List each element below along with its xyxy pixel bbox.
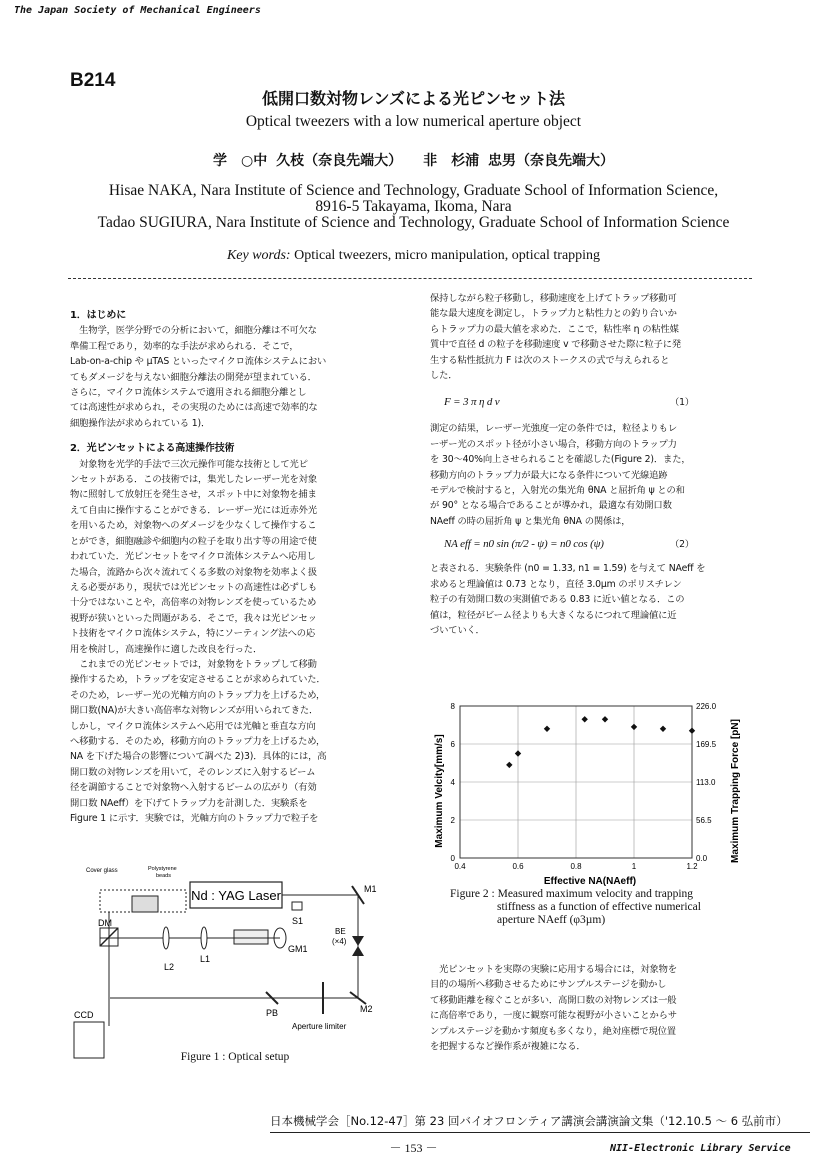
data-point (689, 728, 695, 734)
right-column-bottom (430, 962, 760, 1054)
keywords-text: Optical tweezers, micro manipulation, optical trapping (294, 248, 601, 263)
text-line: 生物学，医学分野での分析において，細胞分離は不可欠な (70, 325, 317, 337)
be-label: (×4) (332, 937, 347, 946)
lens-assembly (234, 930, 268, 944)
text-line: NAeff の時の屈折角 ψ と集光角 θNA の関係は， (430, 515, 631, 527)
y-tick-label: 8 (450, 702, 455, 711)
text-line: 能な最大速度を測定し，トラップ力と粘性力との釣り合いか (430, 308, 677, 320)
text-line: た場合，流路から次々流れてくる多数の対象物を効率よく扱 (70, 566, 317, 578)
text-line: づいていく． (430, 624, 485, 636)
keywords-label: Key words: (226, 248, 291, 263)
data-point (515, 750, 521, 756)
y-tick-label: 2 (450, 816, 455, 825)
text-line: 光ピンセットを実際の実験に応用する場合には，対象物を (430, 964, 677, 975)
data-point (544, 726, 550, 732)
text-line: 求めると理論値は 0.73 となり，直径 3.0µm のポリスチレン (430, 578, 682, 590)
chart-axes (451, 702, 717, 871)
text-line: ト技術をマイクロ流体システム，特にソーティング法への応 (70, 628, 316, 640)
text-line: 移動方向のトラップ力が最大になる条件について光線追跡 (430, 469, 668, 481)
s1-label: S1 (292, 916, 304, 926)
text-line: を 30～40%向上させられることを確認した(Figure 2)．また， (430, 454, 691, 466)
cover-glass-label: Cover glass (86, 868, 118, 874)
text-line: て移動距離を稼ぐことが多い．高開口数の対物レンズは一般 (430, 994, 677, 1006)
text-line: 対象物を光学的手法で三次元操作可能な技術として光ピ (70, 458, 308, 470)
l1-label: L1 (200, 954, 211, 964)
lens-l2 (163, 927, 169, 949)
right-column (430, 291, 760, 638)
text-line: える必要があり，現状では光ピンセットの高速性は必ずしも (70, 581, 317, 593)
l2-label: L2 (164, 962, 175, 972)
y-axis-label: Maximum Velcity[mm/s] (434, 734, 445, 848)
title-english: Optical tweezers with a low numerical aperture object (245, 113, 582, 130)
text-line: Lab-on-a-chip や µTAS といったマイクロ流体システムにおい (70, 356, 327, 368)
x-tick-label: 1.2 (686, 862, 698, 871)
text-line: とができ，細胞融診や細胞内の粒子を取り出す等の用途で使 (70, 535, 317, 547)
text-line: 測定の結果，レーザー光強度一定の条件では，粒径よりもレ (430, 423, 677, 435)
caption-line: stiffness as a function of effective numerical (497, 901, 701, 913)
text-line: 開口数 NAeff）を下げてトラップ力を計測した．実験系を (70, 797, 308, 809)
text-line: 粒子の有効開口数の実測値である 0.83 に近い値となる．この (430, 594, 685, 606)
equation-text: F = 3 π η d v (444, 396, 500, 409)
text-line: へ移動する．そのため，移動方向のトラップ力を上げるため， (70, 735, 326, 747)
text-line: に高倍率であり，一度に観察可能な視野が小さいことからサ (430, 1010, 677, 1022)
affiliation-line: Tadao SUGIURA, Nara Institute of Science and Technology, Graduate School of Information Science (97, 214, 730, 231)
data-point (631, 724, 637, 730)
paragraph-results (430, 421, 760, 529)
figure1-caption: Figure 1 : Optical setup (180, 1051, 290, 1063)
equation-1 (430, 383, 760, 421)
text-line: 十分ではないことや，高倍率の対物レンズを使っているため (70, 597, 317, 609)
text-line: 目的の場所へ移動させるためにサンプルステージを動かし (430, 979, 667, 991)
y-tick-label: 0 (450, 854, 455, 863)
text-line: 値は，粒径がビーム径よりも大きくなるにつれて理論値に近 (430, 609, 677, 621)
text-line: を用いるため，対象物へのダメージを少なくして操作するこ (70, 520, 317, 532)
y2-tick-label: 169.5 (696, 740, 717, 749)
text-line: 径を調節することで対象物へ入射するビームの広がり（有効 (70, 782, 317, 794)
affiliations (60, 183, 767, 231)
caption-line: aperture NAeff (φ3µm) (497, 914, 606, 926)
ccd-label: CCD (74, 1010, 94, 1020)
affiliation-line: 8916-5 Takayama, Ikoma, Nara (315, 198, 512, 215)
caption-line: Figure 2 : Measured maximum velocity and trapping (450, 888, 694, 900)
text-line: 視野が狭いといった問題がある．そこで，我々は光ピンセッ (70, 612, 317, 624)
chart-points (506, 716, 695, 768)
text-line: ンプルステージを動かす頻度も多くなり，絶対座標で現位置 (430, 1025, 676, 1037)
beads-label: beads (156, 873, 171, 879)
text-line: ーザー光のスポット径が小さい場合，移動方向のトラップ力 (430, 438, 677, 450)
figure2-caption (450, 888, 770, 927)
text-line: 開口数(NA)が大きい高倍率な対物レンズが用いられてきた． (70, 705, 319, 717)
x-axis-label: Effective NA(NAeff) (543, 876, 637, 886)
x-tick-label: 0.6 (512, 862, 524, 871)
paragraph-intro (70, 323, 400, 431)
text-line: 操作するため，トラップを安定させることが求められていた． (70, 674, 326, 686)
dm-label: DM (98, 918, 112, 928)
section-heading: 2．光ピンセットによる高速操作技術 (70, 443, 235, 455)
paragraph-stokes (430, 291, 760, 383)
equation-number: （2） (670, 539, 695, 551)
x-tick-label: 0.4 (454, 862, 466, 871)
y-tick-label: 6 (450, 740, 455, 749)
text-line: ンセットがある．この技術では，集光したレーザー光を対象 (70, 474, 317, 486)
section-heading: 1．はじめに (70, 310, 127, 321)
paper-code: B214 (70, 70, 116, 91)
data-point (582, 716, 588, 722)
equation-2 (430, 529, 760, 561)
footer-rule (270, 1132, 810, 1133)
equation-text: NA eff = n0 sin (π/2 - ψ) = n0 cos (ψ) (444, 538, 604, 551)
society-header: The Japan Society of Mechanical Engineers (14, 5, 261, 16)
y2-tick-label: 113.0 (696, 778, 716, 787)
data-point (660, 726, 666, 732)
paragraph-method (70, 457, 400, 827)
x-tick-label: 0.8 (570, 862, 582, 871)
m1-label: M1 (364, 884, 377, 894)
text-line: 生する粘性抵抗力 F は次のストークスの式で与えられると (430, 354, 670, 366)
optical-setup-figure (70, 866, 400, 1066)
be-label: BE (335, 927, 346, 936)
laser-label: Nd : YAG Laser (191, 888, 281, 903)
text-line: さらに，マイクロ流体システムで適用される細胞分離とし (70, 387, 307, 399)
text-line: われていた．光ピンセットをマイクロ流体システムへ応用し (70, 551, 316, 563)
text-line: 開口数の対物レンズを用いて，そのレンズに入射するビーム (70, 766, 316, 778)
text-line: しかし，マイクロ流体システムへ応用では光軸と垂直な方向 (70, 720, 316, 732)
x-tick-label: 1 (631, 862, 637, 871)
text-line: した． (430, 370, 458, 382)
y2-axis-label: Maximum Trapping Force [pN] (730, 719, 741, 863)
text-line: NA を下げた場合の影響について調べた 2)3)．具体的には，高 (70, 751, 327, 763)
text-line: らトラップ力の最大値を求めた．ここで，粘性率 η の粘性媒 (430, 323, 679, 335)
y2-tick-label: 0.0 (696, 854, 708, 863)
beam-expander (352, 946, 364, 956)
text-line: 保持しながら粒子移動し，移動速度を上げてトラップ移動可 (430, 293, 677, 304)
text-line: 細胞操作法が求められている 1)． (70, 417, 211, 429)
equation-number: （1） (670, 397, 695, 409)
m2-label: M2 (360, 1004, 373, 1014)
velocity-trapping-chart (430, 696, 750, 886)
text-line: てもダメージを与えない細胞分離法の開発が望まれている． (70, 371, 317, 383)
text-line: 準備工程であり，効率的な手法が求められる．そこで， (70, 340, 299, 352)
objective-lens (132, 896, 158, 912)
text-line: ては高速性が求められ，その実現のためには高速で効率的な (70, 402, 318, 414)
gm1-label: GM1 (288, 944, 308, 954)
authors-japanese: 学 ○中 久枝（奈良先端大） 非 杉浦 忠男（奈良先端大） (213, 153, 614, 169)
shutter-s1 (292, 902, 302, 910)
keywords (0, 248, 827, 264)
chart-grid (460, 706, 692, 858)
beam-expander (352, 936, 364, 946)
affiliation-line: Hisae NAKA, Nara Institute of Science and Technology, Graduate School of Information Science, (108, 182, 719, 199)
data-point (506, 762, 512, 768)
text-line: 物に照射して放射圧を発生させ，スポット中に対象物を捕ま (70, 489, 317, 501)
text-line: と表される．実験条件 (n0 = 1.33, n1 = 1.59) を与えて NAeff を (430, 563, 706, 575)
text-line: Figure 1 に示す．実験では，光軸方向のトラップ力で粒子を (70, 813, 319, 824)
text-line: を把握するなど操作系が複雑になる． (430, 1041, 586, 1053)
text-line: 用を検討し，高速操作に適した改良を行った． (70, 643, 263, 655)
text-line: モデルで検討すると，入射光の集光角 θNA と屈折角 ψ との和 (430, 485, 685, 497)
text-line: 質中で直径 d の粒子を移動速度 v で移動させた際に粒子に発 (430, 339, 681, 351)
lens-l1 (201, 927, 207, 949)
paragraph-application (430, 962, 760, 1054)
proceedings-footer: 日本機械学会［No.12-47］第 23 回バイオフロンティア講演会講演論文集（'12.10.5 ～ 6 弘前市） (270, 1114, 788, 1128)
paragraph-theory (430, 561, 760, 638)
text-line: これまでの光ピンセットでは，対象物をトラップして移動 (70, 658, 317, 670)
title-japanese: 低開口数対物レンズによる光ピンセット法 (261, 89, 566, 108)
text-line: えて自由に操作することができる．レーザー光には近赤外光 (70, 504, 317, 516)
separator-line (68, 278, 752, 279)
data-point (602, 716, 608, 722)
beads-label: Polystyrene (148, 866, 177, 872)
y-tick-label: 4 (450, 778, 455, 787)
page-number: － 153 － (389, 1141, 438, 1155)
pb-label: PB (266, 1008, 279, 1018)
text-line: が 90° となる場合であることが導かれ，最適な有効開口数 (430, 500, 672, 512)
text-line: そのため，レーザー光の光軸方向のトラップ力を上げるため， (70, 689, 326, 701)
y2-tick-label: 56.5 (696, 816, 712, 825)
aperture-label: Aperture limiter (292, 1022, 347, 1031)
service-footer: NII-Electronic Library Service (610, 1143, 791, 1154)
left-column (70, 308, 400, 826)
y2-tick-label: 226.0 (696, 702, 717, 711)
